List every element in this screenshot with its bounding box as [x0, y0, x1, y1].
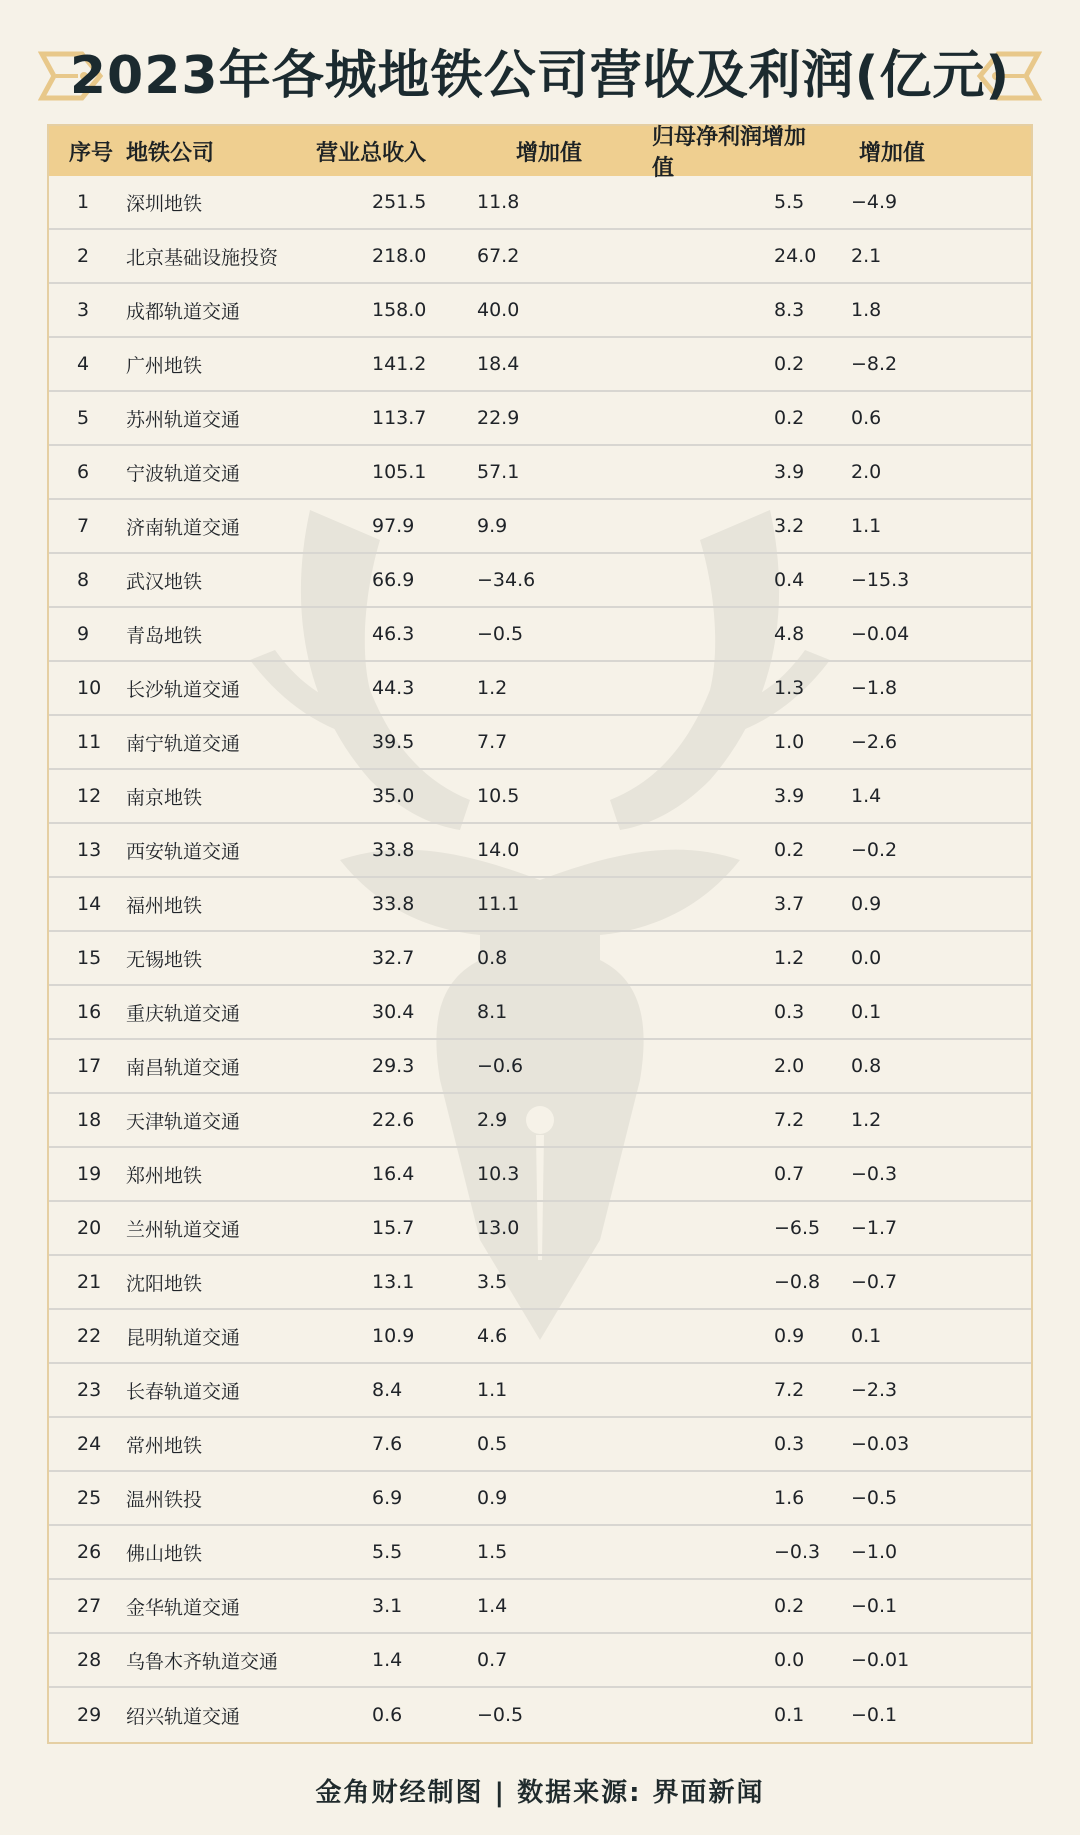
row-index: 21 [77, 1271, 102, 1293]
row-profit-change: −8.2 [851, 353, 898, 375]
row-net-profit-change: 1.2 [774, 947, 805, 969]
row-index: 23 [77, 1379, 102, 1401]
row-company: 长春轨道交通 [126, 1380, 241, 1403]
row-net-profit-change: 3.9 [774, 785, 805, 807]
row-revenue-change: 7.7 [477, 731, 508, 753]
row-revenue-change: 11.1 [477, 893, 520, 915]
row-net-profit-change: 0.9 [774, 1325, 805, 1347]
row-company: 广州地铁 [126, 354, 203, 377]
row-revenue: 32.7 [372, 947, 415, 969]
row-profit-change: −2.3 [851, 1379, 898, 1401]
table-row [49, 1472, 1031, 1526]
row-net-profit-change: 1.3 [774, 677, 805, 699]
row-profit-change: −1.0 [851, 1541, 898, 1563]
table-row [49, 824, 1031, 878]
row-revenue: 105.1 [372, 461, 427, 483]
row-net-profit-change: 0.2 [774, 1595, 805, 1617]
table-row [49, 284, 1031, 338]
row-net-profit-change: 0.7 [774, 1163, 805, 1185]
row-revenue-change: −0.6 [477, 1055, 524, 1077]
row-company: 长沙轨道交通 [126, 678, 241, 701]
table-row [49, 608, 1031, 662]
row-net-profit-change: 3.9 [774, 461, 805, 483]
table-header [49, 125, 1031, 181]
table-row [49, 554, 1031, 608]
row-index: 25 [77, 1487, 102, 1509]
row-company: 金华轨道交通 [126, 1596, 241, 1619]
footer-source: 金角财经制图 | 数据来源: 界面新闻 [315, 1778, 765, 1808]
row-revenue-change: 0.7 [477, 1649, 508, 1671]
row-revenue-change: 2.9 [477, 1109, 508, 1131]
row-index: 16 [77, 1001, 102, 1023]
row-revenue-change: 14.0 [477, 839, 520, 861]
row-revenue: 33.8 [372, 893, 415, 915]
row-profit-change: −0.04 [851, 623, 910, 645]
row-profit-change: −0.1 [851, 1704, 898, 1726]
row-net-profit-change: 1.6 [774, 1487, 805, 1509]
row-revenue: 16.4 [372, 1163, 415, 1185]
row-revenue: 46.3 [372, 623, 415, 645]
row-profit-change: 2.1 [851, 245, 882, 267]
row-profit-change: −0.2 [851, 839, 898, 861]
row-revenue-change: 3.5 [477, 1271, 508, 1293]
row-net-profit-change: 0.2 [774, 839, 805, 861]
row-index: 27 [77, 1595, 102, 1617]
row-revenue-change: 11.8 [477, 191, 520, 213]
row-profit-change: 1.8 [851, 299, 882, 321]
row-index: 10 [77, 677, 102, 699]
row-company: 郑州地铁 [126, 1164, 203, 1187]
table-row [49, 1148, 1031, 1202]
row-company: 兰州轨道交通 [126, 1218, 241, 1241]
row-profit-change: −0.5 [851, 1487, 898, 1509]
row-index: 20 [77, 1217, 102, 1239]
row-profit-change: −2.6 [851, 731, 898, 753]
row-net-profit-change: 24.0 [774, 245, 817, 267]
row-company: 乌鲁木齐轨道交通 [126, 1650, 279, 1673]
header-net-profit-change: 归母净利润增加值 [652, 125, 807, 181]
row-net-profit-change: −0.3 [774, 1541, 821, 1563]
row-revenue: 7.6 [372, 1433, 403, 1455]
row-revenue-change: 13.0 [477, 1217, 520, 1239]
table-row [49, 1688, 1031, 1742]
table-row [49, 662, 1031, 716]
row-revenue: 6.9 [372, 1487, 403, 1509]
row-revenue: 0.6 [372, 1704, 403, 1726]
row-index: 18 [77, 1109, 102, 1131]
row-index: 2 [77, 245, 90, 267]
row-index: 3 [77, 299, 90, 321]
row-revenue: 39.5 [372, 731, 415, 753]
row-revenue: 97.9 [372, 515, 415, 537]
row-index: 6 [77, 461, 90, 483]
row-company: 北京基础设施投资 [126, 246, 279, 269]
row-index: 14 [77, 893, 102, 915]
row-revenue-change: −0.5 [477, 1704, 524, 1726]
row-net-profit-change: 7.2 [774, 1109, 805, 1131]
row-revenue-change: 1.4 [477, 1595, 508, 1617]
row-net-profit-change: −6.5 [774, 1217, 821, 1239]
row-net-profit-change: −0.8 [774, 1271, 821, 1293]
table-row [49, 1634, 1031, 1688]
row-revenue-change: 67.2 [477, 245, 520, 267]
row-index: 9 [77, 623, 90, 645]
row-net-profit-change: 0.2 [774, 353, 805, 375]
table-row [49, 1202, 1031, 1256]
row-profit-change: −0.3 [851, 1163, 898, 1185]
table-body [49, 176, 1031, 1742]
row-index: 22 [77, 1325, 102, 1347]
row-company: 济南轨道交通 [126, 516, 241, 539]
row-net-profit-change: 3.7 [774, 893, 805, 915]
row-revenue-change: 10.5 [477, 785, 520, 807]
row-revenue: 3.1 [372, 1595, 403, 1617]
table-row [49, 716, 1031, 770]
row-profit-change: 2.0 [851, 461, 882, 483]
table-row [49, 176, 1031, 230]
row-net-profit-change: 0.4 [774, 569, 805, 591]
row-revenue: 113.7 [372, 407, 427, 429]
row-revenue: 1.4 [372, 1649, 403, 1671]
table-row [49, 986, 1031, 1040]
data-table [47, 124, 1033, 1744]
table-row [49, 1040, 1031, 1094]
row-profit-change: −1.7 [851, 1217, 898, 1239]
row-revenue: 66.9 [372, 569, 415, 591]
header-profit-change: 增加值 [859, 140, 926, 166]
row-profit-change: −1.8 [851, 677, 898, 699]
row-net-profit-change: 0.3 [774, 1001, 805, 1023]
row-index: 12 [77, 785, 102, 807]
row-profit-change: 1.4 [851, 785, 882, 807]
row-company: 昆明轨道交通 [126, 1326, 241, 1349]
row-revenue-change: 1.5 [477, 1541, 508, 1563]
table-row [49, 500, 1031, 554]
row-company: 深圳地铁 [126, 192, 203, 215]
table-row [49, 1580, 1031, 1634]
row-company: 南京地铁 [126, 786, 203, 809]
row-company: 苏州轨道交通 [126, 408, 241, 431]
row-company: 武汉地铁 [126, 570, 203, 593]
row-index: 28 [77, 1649, 102, 1671]
table-row [49, 1364, 1031, 1418]
row-revenue-change: −34.6 [477, 569, 536, 591]
row-profit-change: −0.03 [851, 1433, 910, 1455]
row-revenue-change: 1.2 [477, 677, 508, 699]
table-row [49, 446, 1031, 500]
row-company: 南昌轨道交通 [126, 1056, 241, 1079]
row-company: 宁波轨道交通 [126, 462, 241, 485]
row-index: 24 [77, 1433, 102, 1455]
row-profit-change: −0.01 [851, 1649, 910, 1671]
row-revenue: 251.5 [372, 191, 427, 213]
row-revenue-change: 1.1 [477, 1379, 508, 1401]
row-company: 青岛地铁 [126, 624, 203, 647]
row-index: 26 [77, 1541, 102, 1563]
table-row [49, 1418, 1031, 1472]
row-profit-change: −0.7 [851, 1271, 898, 1293]
page-title: 2023年各城地铁公司营收及利润(亿元) [69, 46, 1011, 106]
row-profit-change: 0.1 [851, 1001, 882, 1023]
row-revenue: 141.2 [372, 353, 427, 375]
row-revenue: 158.0 [372, 299, 427, 321]
row-company: 天津轨道交通 [126, 1110, 241, 1133]
row-revenue-change: −0.5 [477, 623, 524, 645]
row-index: 1 [77, 191, 90, 213]
row-profit-change: 1.2 [851, 1109, 882, 1131]
row-company: 成都轨道交通 [126, 300, 241, 323]
row-revenue: 44.3 [372, 677, 415, 699]
row-index: 8 [77, 569, 90, 591]
row-revenue-change: 0.5 [477, 1433, 508, 1455]
row-revenue: 8.4 [372, 1379, 403, 1401]
row-profit-change: −0.1 [851, 1595, 898, 1617]
row-revenue: 10.9 [372, 1325, 415, 1347]
row-revenue: 29.3 [372, 1055, 415, 1077]
row-revenue-change: 22.9 [477, 407, 520, 429]
row-profit-change: 0.6 [851, 407, 882, 429]
row-revenue: 22.6 [372, 1109, 415, 1131]
row-company: 无锡地铁 [126, 948, 203, 971]
row-revenue: 5.5 [372, 1541, 403, 1563]
row-revenue: 35.0 [372, 785, 415, 807]
row-net-profit-change: 0.1 [774, 1704, 805, 1726]
row-profit-change: 0.1 [851, 1325, 882, 1347]
row-index: 17 [77, 1055, 102, 1077]
row-revenue-change: 9.9 [477, 515, 508, 537]
row-revenue-change: 8.1 [477, 1001, 508, 1023]
row-profit-change: 0.9 [851, 893, 882, 915]
row-net-profit-change: 0.0 [774, 1649, 805, 1671]
row-net-profit-change: 1.0 [774, 731, 805, 753]
table-row [49, 1310, 1031, 1364]
row-profit-change: −4.9 [851, 191, 898, 213]
row-revenue-change: 0.8 [477, 947, 508, 969]
row-company: 绍兴轨道交通 [126, 1705, 241, 1728]
row-net-profit-change: 2.0 [774, 1055, 805, 1077]
row-company: 福州地铁 [126, 894, 203, 917]
row-net-profit-change: 0.2 [774, 407, 805, 429]
row-revenue-change: 10.3 [477, 1163, 520, 1185]
row-net-profit-change: 5.5 [774, 191, 805, 213]
table-row [49, 1256, 1031, 1310]
row-net-profit-change: 8.3 [774, 299, 805, 321]
row-company: 南宁轨道交通 [126, 732, 241, 755]
row-profit-change: 0.0 [851, 947, 882, 969]
table-row [49, 932, 1031, 986]
row-company: 温州铁投 [126, 1488, 203, 1511]
row-revenue: 33.8 [372, 839, 415, 861]
row-revenue: 13.1 [372, 1271, 415, 1293]
table-row [49, 338, 1031, 392]
row-index: 4 [77, 353, 90, 375]
row-company: 重庆轨道交通 [126, 1002, 241, 1025]
row-revenue-change: 4.6 [477, 1325, 508, 1347]
row-net-profit-change: 4.8 [774, 623, 805, 645]
table-row [49, 230, 1031, 284]
table-row [49, 392, 1031, 446]
row-net-profit-change: 7.2 [774, 1379, 805, 1401]
row-revenue: 15.7 [372, 1217, 415, 1239]
row-profit-change: 0.8 [851, 1055, 882, 1077]
row-net-profit-change: 0.3 [774, 1433, 805, 1455]
row-revenue-change: 57.1 [477, 461, 520, 483]
row-net-profit-change: 3.2 [774, 515, 805, 537]
table-row [49, 878, 1031, 932]
row-profit-change: −15.3 [851, 569, 910, 591]
row-company: 佛山地铁 [126, 1542, 203, 1565]
row-index: 11 [77, 731, 102, 753]
row-index: 5 [77, 407, 90, 429]
row-index: 19 [77, 1163, 102, 1185]
header-revenue-change: 增加值 [516, 140, 583, 166]
header-index: 序号 [69, 140, 114, 166]
row-profit-change: 1.1 [851, 515, 882, 537]
row-index: 7 [77, 515, 90, 537]
row-revenue-change: 18.4 [477, 353, 520, 375]
table-row [49, 1526, 1031, 1580]
row-revenue: 218.0 [372, 245, 427, 267]
table-row [49, 770, 1031, 824]
row-company: 沈阳地铁 [126, 1272, 203, 1295]
row-revenue-change: 40.0 [477, 299, 520, 321]
header-company: 地铁公司 [126, 140, 215, 166]
row-revenue-change: 0.9 [477, 1487, 508, 1509]
header-revenue: 营业总收入 [316, 140, 427, 166]
row-index: 15 [77, 947, 102, 969]
row-revenue: 30.4 [372, 1001, 415, 1023]
row-index: 29 [77, 1704, 102, 1726]
row-company: 常州地铁 [126, 1434, 203, 1457]
row-index: 13 [77, 839, 102, 861]
table-row [49, 1094, 1031, 1148]
row-company: 西安轨道交通 [126, 840, 241, 863]
